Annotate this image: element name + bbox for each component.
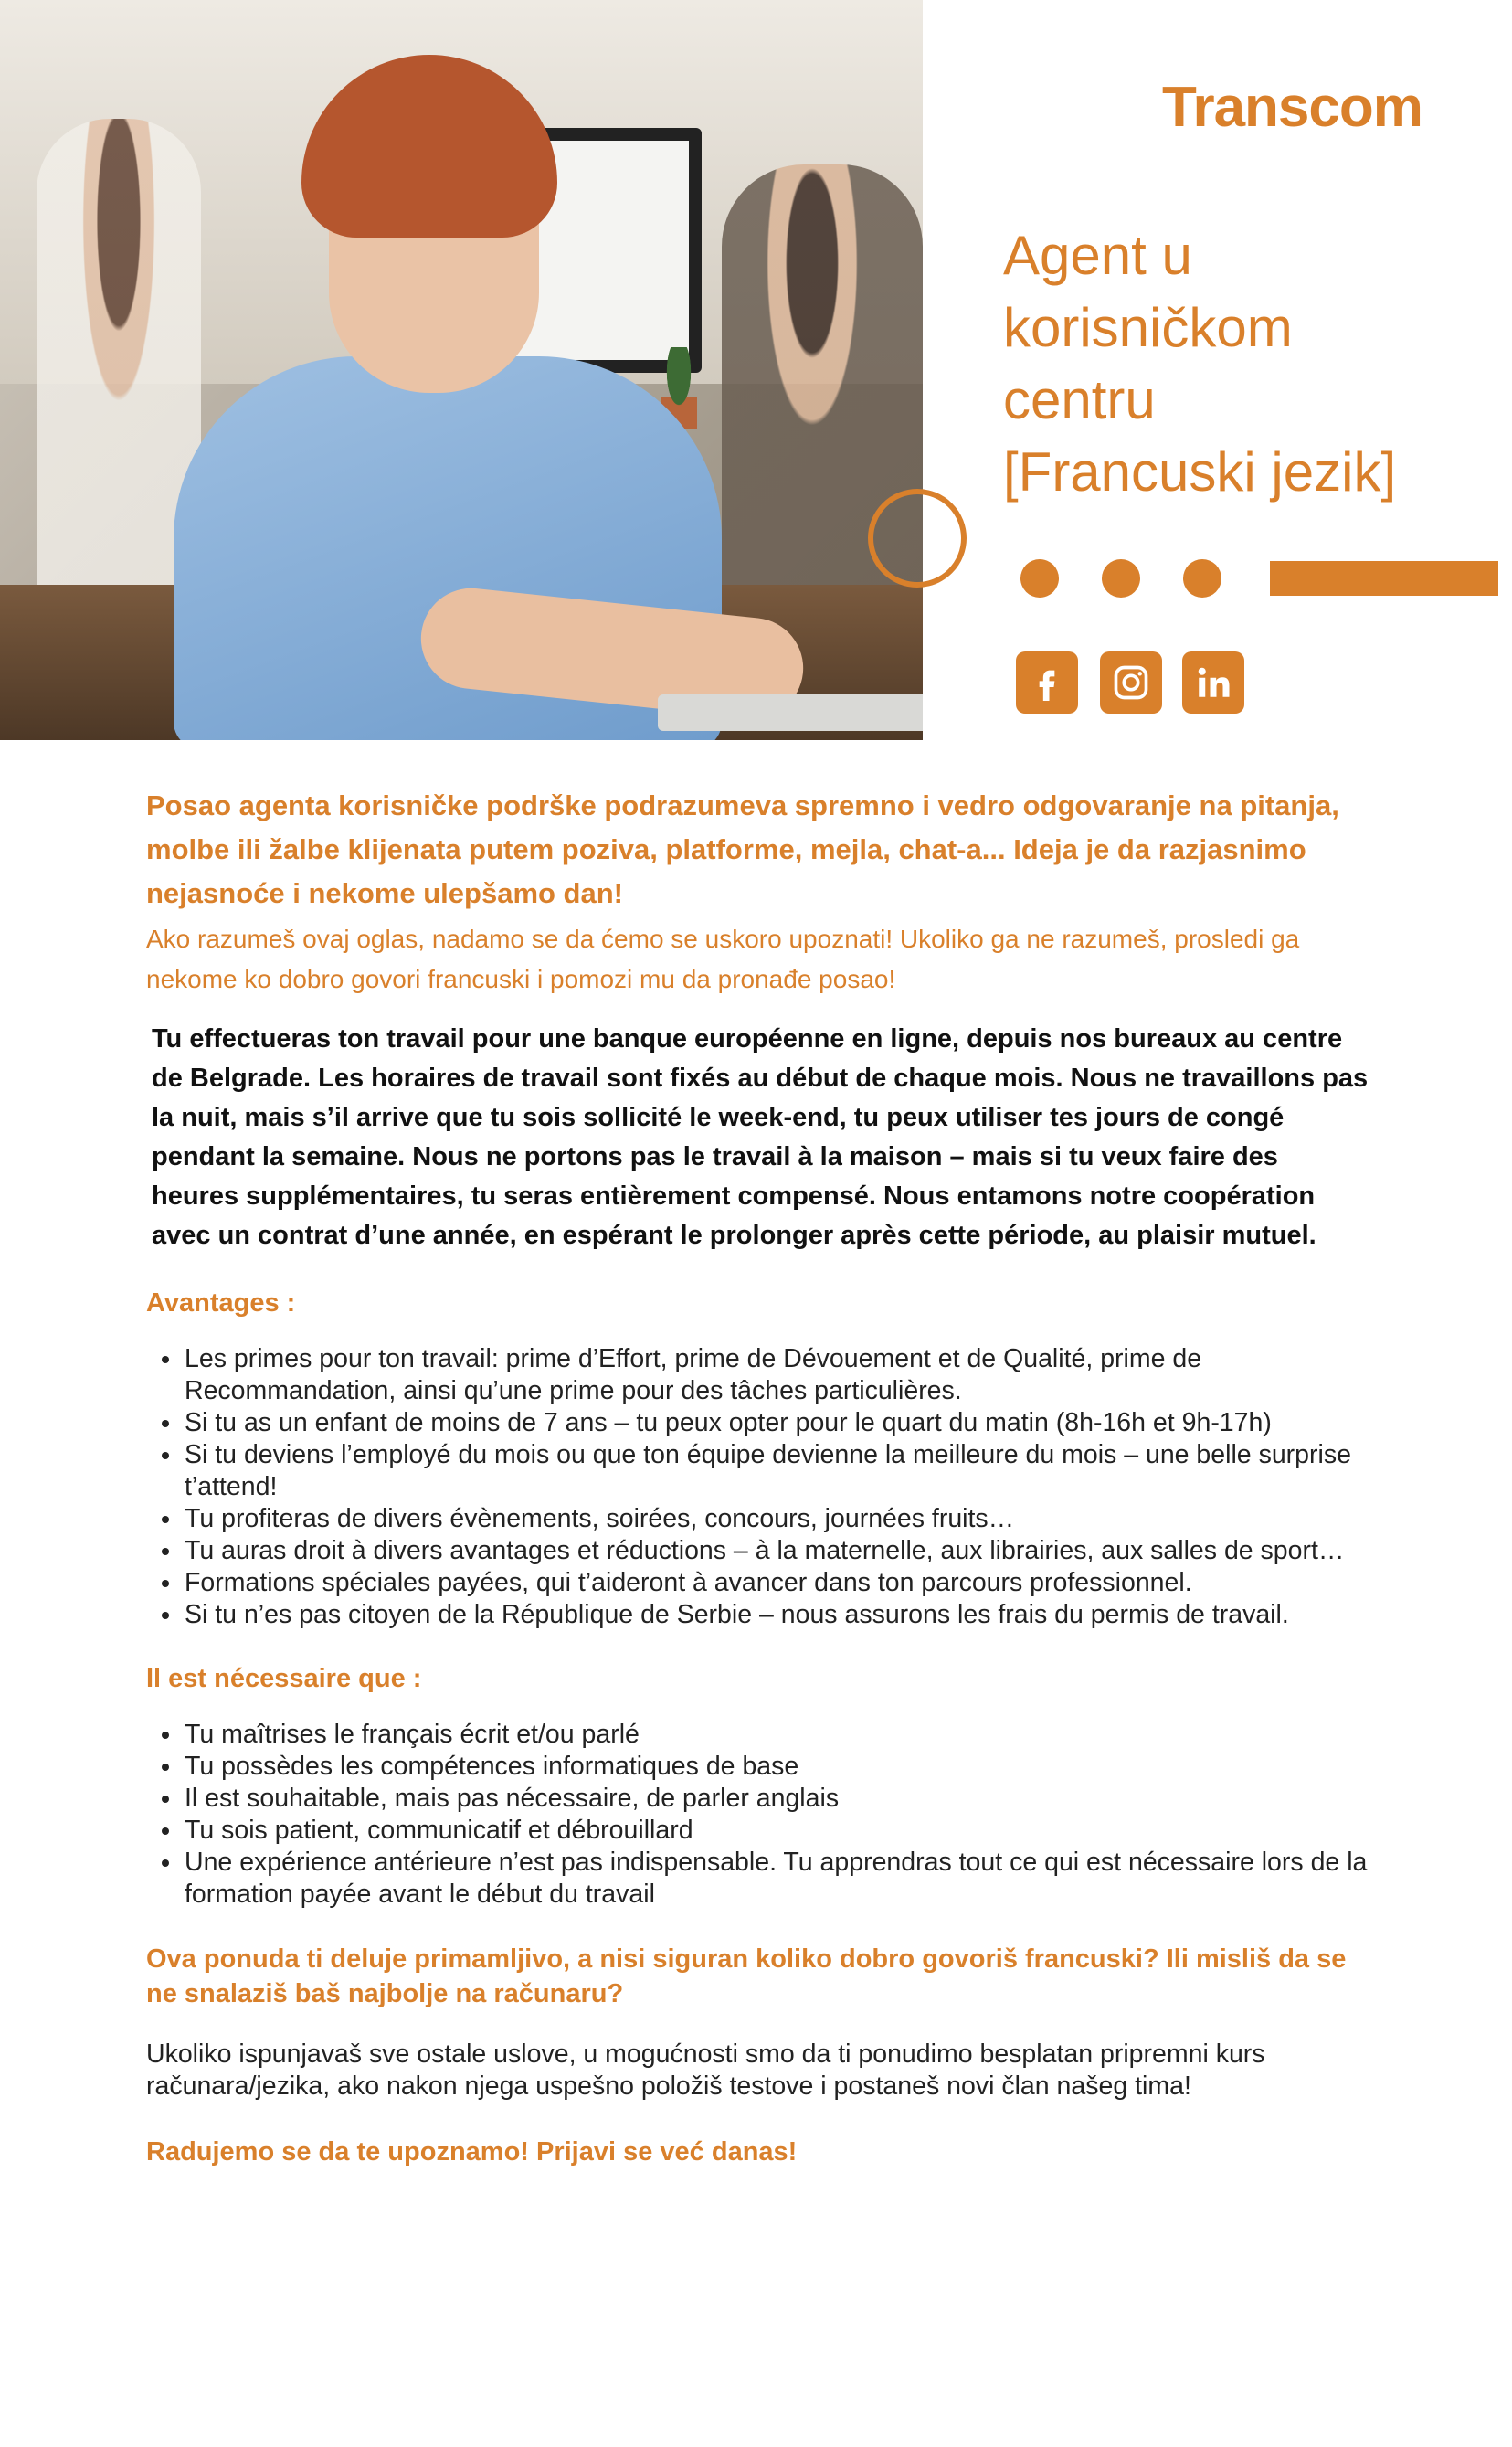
job-title-line: centru [1003,369,1156,430]
facebook-button[interactable] [1016,651,1078,714]
list-item: • Si tu as un enfant de moins de 7 ans – tu peux opter pour le quart du matin (8h-16h et 9h-17h) [183,1407,1370,1439]
decorative-ring [868,489,967,588]
list-item: • Si tu deviens l’employé du mois ou que ton équipe devienne la meilleure du mois – une belle surprise t’attend! [183,1439,1370,1503]
list-item: • Tu auras droit à divers avantages et réductions – à la maternelle, aux librairies, aux salles de sport… [183,1535,1370,1567]
list-item: • Si tu n’es pas citoyen de la République de Serbie – nous assurons les frais du permis de travail. [183,1599,1370,1631]
list-item: • Tu maîtrises le français écrit et/ou parlé [183,1719,1370,1751]
brand-logo[interactable]: Transcom [1162,76,1422,139]
list-item: • Tu profiteras de divers évènements, soirées, concours, journées fruits… [183,1503,1370,1535]
intro-lead: Posao agenta korisničke podrške podrazumeva spremno i vedro odgovaranje na pitanja, molbe ili žalbe klijenata putem poziva, platforme, mejla, chat-a... Ideja je da razjasnimo nejasnoće i nekome ulepšamo dan! [146,789,1339,909]
benefits-list [146,1343,1370,1631]
intro-sub: Ako razumeš ovaj oglas, nadamo se da ćemo se uskoro upoznati! Ukoliko ga ne razumeš, prosledi ga nekome ko dobro govori francuski i pomozi mu da pronađe posao! [146,925,1300,993]
list-item: • Il est souhaitable, mais pas nécessaire, de parler anglais [183,1783,1370,1815]
list-item: • Les primes pour ton travail: prime d’Effort, prime de Dévouement et de Qualité, prime de Recommandation, ainsi qu’une prime pour des tâches particulières. [183,1343,1370,1407]
benefits-title: Avantages : [146,1288,296,1318]
closing-body: Ukoliko ispunjavaš sve ostale uslove, u mogućnosti smo da ti ponudimo besplatan pripremni kurs računara/jezika, ako nakon njega uspešno položiš testove i postaneš novi član našeg tima! [146,2039,1265,2101]
decorative-dot [1020,559,1059,598]
job-title-line: korisničkom [1003,297,1293,358]
closing-question: Ova ponuda ti deluje primamljivo, a nisi siguran koliko dobro govoriš francuski? Ili misliš da se ne snalaziš baš najbolje na računaru? [146,1944,1347,2008]
decorative-dot [1183,559,1221,598]
linkedin-icon [1194,663,1232,702]
instagram-icon [1111,662,1151,703]
list-item: • Tu sois patient, communicatif et débrouillard [183,1815,1370,1847]
closing-cta: Radujemo se da te upoznamo! Prijavi se već danas! [146,2137,798,2166]
requirements-list [146,1719,1370,1911]
decorative-bar [1270,561,1498,596]
facebook-icon [1029,662,1065,703]
requirements-title: Il est nécessaire que : [146,1664,422,1693]
photo-main-person [119,55,777,740]
job-title [1003,219,1496,508]
list-item: • Une expérience antérieure n’est pas indispensable. Tu apprendras tout ce qui est nécessaire lors de la formation payée avant le début du travail [183,1847,1370,1911]
intro-description: Tu effectueras ton travail pour une banque européenne en ligne, depuis nos bureaux au centre de Belgrade. Les horaires de travail sont fixés au début de chaque mois. Nous ne travaillons pas la nuit, mais s’il arrive que tu sois sollicité le week-end, tu peux utiliser tes jours de congé pendant la semaine. Nous ne portons pas le travail à la maison – mais si tu veux faire des heures supplémentaires, tu seras entièrement compensé. Nous entamons notre coopération avec un contrat d’une année, en espérant le prolonger après cette période, au plaisir mutuel. [152,1024,1369,1250]
job-title-line: [Francuski jezik] [1003,441,1397,503]
decorative-dot [1102,559,1140,598]
instagram-button[interactable] [1100,651,1162,714]
linkedin-button[interactable] [1182,651,1244,714]
job-description [146,784,1370,2170]
header-photo [0,0,923,740]
photo-keyboard [658,694,923,731]
job-title-line: Agent u [1003,225,1192,286]
list-item: • Tu possèdes les compétences informatiques de base [183,1751,1370,1783]
list-item: • Formations spéciales payées, qui t’aideront à avancer dans ton parcours professionnel. [183,1567,1370,1599]
